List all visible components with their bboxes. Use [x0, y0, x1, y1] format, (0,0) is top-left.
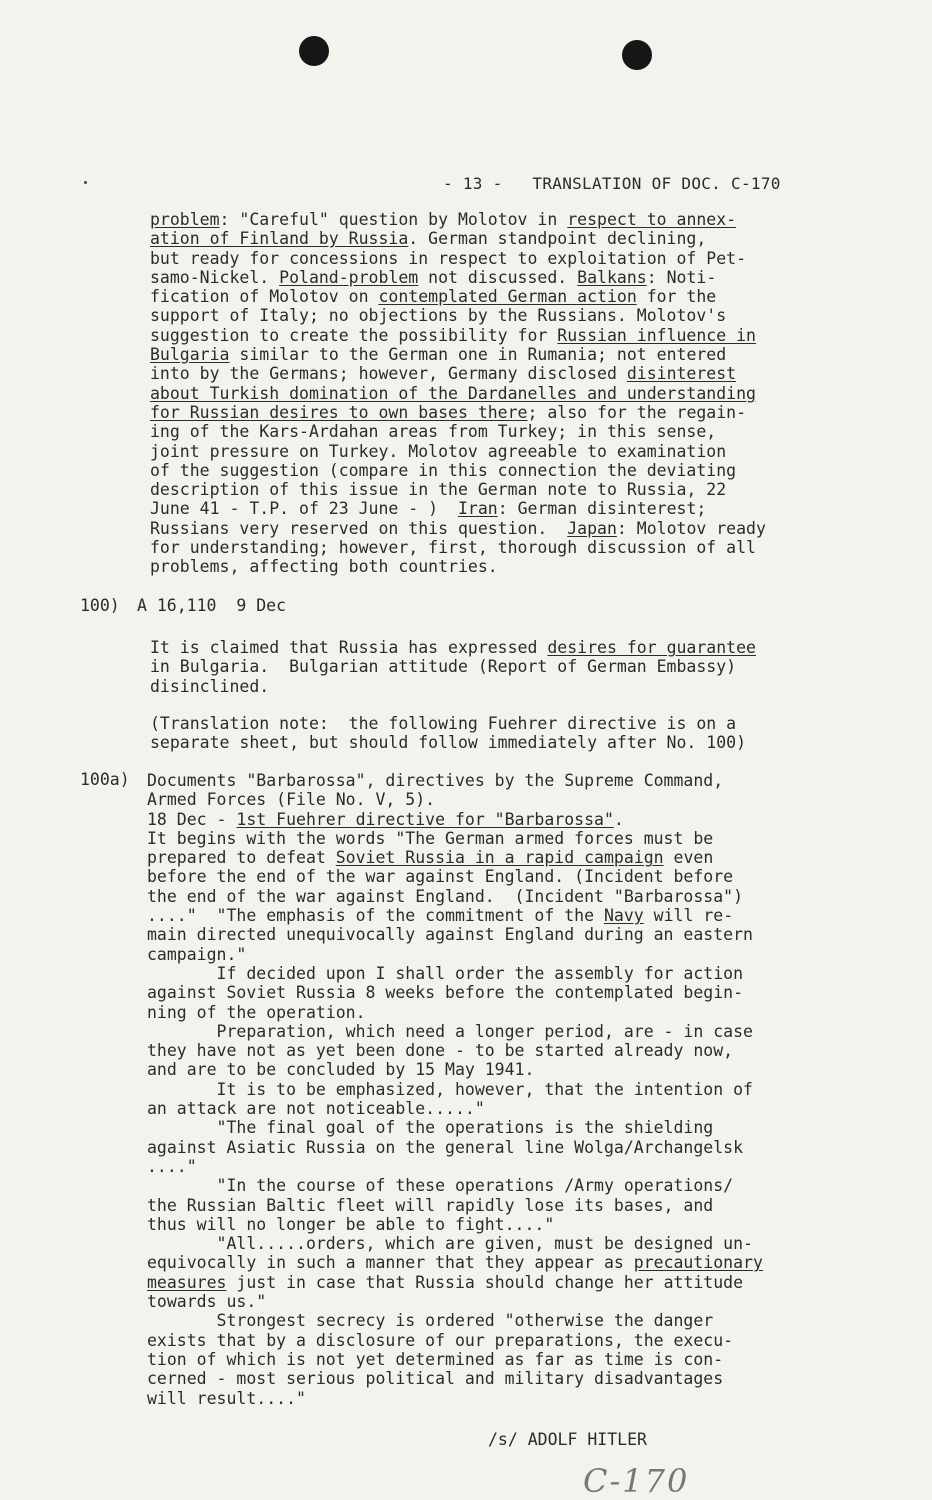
text-line [150, 229, 766, 248]
text-segment: equivocally in such a manner that they appear as [147, 1253, 634, 1273]
text-segment: 18 Dec - [147, 809, 237, 829]
text-segment: they have not as yet been done - to be started already now, [147, 1041, 734, 1061]
text-segment: ation of Finland by Russia [150, 229, 409, 249]
entry-100-text [150, 638, 756, 696]
handwritten-mark: C-170 [583, 1462, 690, 1500]
text-segment: "In the course of these operations /Army operations/ [147, 1176, 734, 1196]
text-segment: separate sheet, but should follow immediately after No. 100) [150, 733, 747, 753]
text-line [147, 1253, 763, 1272]
text-line [150, 210, 766, 229]
text-line [147, 1157, 763, 1176]
text-line [150, 733, 746, 752]
text-segment: Armed Forces (File No. V, 5). [147, 790, 436, 810]
text-line [150, 638, 756, 657]
text-segment: : Molotov ready [616, 518, 766, 538]
text-segment: thus will no longer be able to fight...." [147, 1214, 555, 1234]
text-segment: precautionary [633, 1253, 763, 1273]
text-line [147, 1003, 763, 1022]
text-segment: similar to the German one in Rumania; not entered [229, 345, 727, 365]
text-segment: Russians very reserved on this question. [150, 518, 568, 538]
text-segment: support of Italy; no objections by the Russians. Molotov's [150, 306, 727, 326]
text-segment: the Russian Baltic fleet will rapidly lose its bases, and [147, 1195, 714, 1215]
text-line [147, 1234, 763, 1253]
text-line [147, 790, 763, 809]
text-segment: ing of the Kars-Ardahan areas from Turkey; in this sense, [150, 422, 717, 442]
text-line [147, 1350, 763, 1369]
text-segment: tion of which is not yet determined as far as time is con- [147, 1349, 724, 1369]
text-segment: will result...." [147, 1388, 306, 1408]
text-line [150, 326, 766, 345]
text-line [147, 1041, 763, 1060]
text-line [150, 384, 766, 403]
text-segment: It begins with the words "The German armed forces must be [147, 828, 714, 848]
text-line [147, 771, 763, 790]
text-segment: just in case that Russia should change her attitude [226, 1272, 744, 1292]
text-segment: cerned - most serious political and military disadvantages [147, 1369, 724, 1389]
text-segment: exists that by a disclosure of our preparations, the execu- [147, 1330, 734, 1350]
translation-note [150, 714, 746, 753]
text-segment: but ready for concessions in respect to exploitation of Pet- [150, 248, 747, 268]
signature: /s/ ADOLF HITLER [488, 1430, 647, 1449]
text-segment: Soviet Russia in a rapid campaign [335, 848, 664, 868]
text-segment: will re- [643, 906, 734, 926]
text-line [150, 403, 766, 422]
text-segment: : "Careful" question by Molotov in [219, 210, 568, 229]
text-line [150, 345, 766, 364]
text-segment: the end of the war against England. (Incident "Barbarossa") [147, 886, 744, 906]
text-segment: of the suggestion (compare in this connection the deviating [150, 460, 737, 480]
text-line [150, 442, 766, 461]
text-segment: ; also for the regain- [527, 402, 747, 422]
text-segment: ...." [147, 1156, 197, 1176]
punch-hole-right [622, 40, 652, 70]
text-line [150, 268, 766, 287]
text-segment: description of this issue in the German note to Russia, 22 [150, 480, 727, 500]
text-line [147, 1369, 763, 1388]
text-line [147, 1331, 763, 1350]
text-line [150, 657, 756, 676]
text-line [150, 422, 766, 441]
text-segment: Strongest secrecy is ordered "otherwise the danger [147, 1311, 714, 1331]
text-segment: about Turkish domination of the Dardanelles and understanding [150, 383, 756, 403]
text-line [147, 945, 763, 964]
text-line [150, 714, 746, 733]
text-segment: . [613, 809, 624, 829]
text-line [150, 461, 766, 480]
text-line [147, 1311, 763, 1330]
entry-100-label: 100) [80, 596, 120, 615]
text-segment: contemplated German action [378, 287, 637, 307]
text-line [150, 538, 766, 557]
text-line [147, 1215, 763, 1234]
text-segment: "All.....orders, which are given, must be designed un- [147, 1234, 753, 1254]
text-segment: Navy [603, 906, 644, 926]
text-segment: towards us." [147, 1292, 267, 1312]
text-line [147, 829, 763, 848]
text-line [147, 964, 763, 983]
text-segment: disinterest [626, 364, 737, 384]
text-line [147, 867, 763, 886]
text-segment: desires for guarantee [547, 638, 756, 657]
text-segment: for the [636, 287, 717, 307]
page-header: - 13 - TRANSLATION OF DOC. C-170 [443, 174, 781, 193]
text-segment: It is to be emphasized, however, that the intention of [147, 1079, 753, 1099]
text-line [150, 557, 766, 576]
text-segment: into by the Germans; however, Germany disclosed [150, 364, 627, 384]
text-line [147, 1080, 763, 1099]
text-segment: problems, affecting both countries. [150, 557, 498, 577]
text-segment: measures [147, 1272, 227, 1292]
text-segment: and are to be concluded by 15 May 1941. [147, 1060, 535, 1080]
text-segment: Balkans [577, 267, 647, 287]
text-segment: against Asiatic Russia on the general line Wolga/Archangelsk [147, 1137, 744, 1157]
text-segment: "The final goal of the operations is the shielding [147, 1118, 714, 1138]
text-segment: prepared to defeat [147, 848, 336, 868]
text-segment: before the end of the war against England. (Incident before [147, 867, 734, 887]
punch-hole-left [299, 36, 329, 66]
text-line [150, 306, 766, 325]
text-line [147, 1292, 763, 1311]
text-segment: 1st Fuehrer directive for "Barbarossa" [236, 809, 614, 829]
text-line [147, 1196, 763, 1215]
text-line [147, 925, 763, 944]
text-segment: not discussed. [418, 267, 578, 287]
text-segment: main directed unequivocally against England during an eastern [147, 925, 753, 945]
text-segment: even [663, 848, 714, 868]
text-line [147, 1060, 763, 1079]
text-line [150, 480, 766, 499]
text-segment: disinclined. [150, 676, 270, 696]
text-line [147, 1138, 763, 1157]
text-segment: samo-Nickel. [150, 267, 280, 287]
text-segment: ning of the operation. [147, 1002, 366, 1022]
text-line [147, 906, 763, 925]
text-line [147, 1389, 763, 1408]
text-segment: Documents "Barbarossa", directives by the Supreme Command, [147, 771, 724, 790]
text-line [150, 677, 756, 696]
text-segment: . German standpoint declining, [408, 229, 707, 249]
text-segment: : German disinterest; [497, 499, 707, 519]
text-segment: for Russian desires to own bases there [150, 402, 528, 422]
text-line [147, 1273, 763, 1292]
text-segment: joint pressure on Turkey. Molotov agreeable to examination [150, 441, 727, 461]
text-line [147, 983, 763, 1002]
text-segment: (Translation note: the following Fuehrer directive is on a [150, 714, 737, 733]
entry-100a-text [147, 771, 763, 1408]
text-segment: Russian influence in [557, 325, 756, 345]
text-line [147, 810, 763, 829]
text-segment: June 41 - T.P. of 23 June - ) [150, 499, 458, 519]
text-segment: problem [150, 210, 220, 229]
text-line [147, 848, 763, 867]
text-segment: respect to annex- [567, 210, 737, 229]
text-segment: suggestion to create the possibility for [150, 325, 558, 345]
text-line [150, 287, 766, 306]
text-segment: an attack are not noticeable....." [147, 1099, 485, 1119]
entry-100-title: A 16,110 9 Dec [137, 596, 287, 615]
text-line [147, 1176, 763, 1195]
text-segment: ...." "The emphasis of the commitment of the [147, 906, 604, 926]
text-line [147, 1022, 763, 1041]
text-segment: for understanding; however, first, thorough discussion of all [150, 538, 756, 558]
text-line [150, 364, 766, 383]
text-line [147, 1099, 763, 1118]
text-segment: campaign." [147, 944, 247, 964]
text-segment: Poland-problem [279, 267, 419, 287]
text-segment: Iran [457, 499, 498, 519]
entry-100a-label: 100a) [80, 770, 130, 789]
text-line [150, 499, 766, 518]
text-line [150, 249, 766, 268]
text-line [150, 519, 766, 538]
text-segment: Japan [567, 518, 617, 538]
margin-dot [84, 181, 87, 184]
text-segment: It is claimed that Russia has expressed [150, 638, 548, 657]
text-line [147, 887, 763, 906]
text-segment: in Bulgaria. Bulgarian attitude (Report of German Embassy) [150, 657, 737, 677]
text-segment: fication of Molotov on [150, 287, 379, 307]
text-line [147, 1118, 763, 1137]
molotov-discussion-paragraph [150, 210, 766, 577]
text-segment: against Soviet Russia 8 weeks before the contemplated begin- [147, 983, 744, 1003]
text-segment: : Noti- [646, 267, 717, 287]
text-segment: Preparation, which need a longer period, are - in case [147, 1021, 753, 1041]
text-segment: Bulgaria [150, 345, 230, 365]
text-segment: If decided upon I shall order the assembly for action [147, 963, 744, 983]
